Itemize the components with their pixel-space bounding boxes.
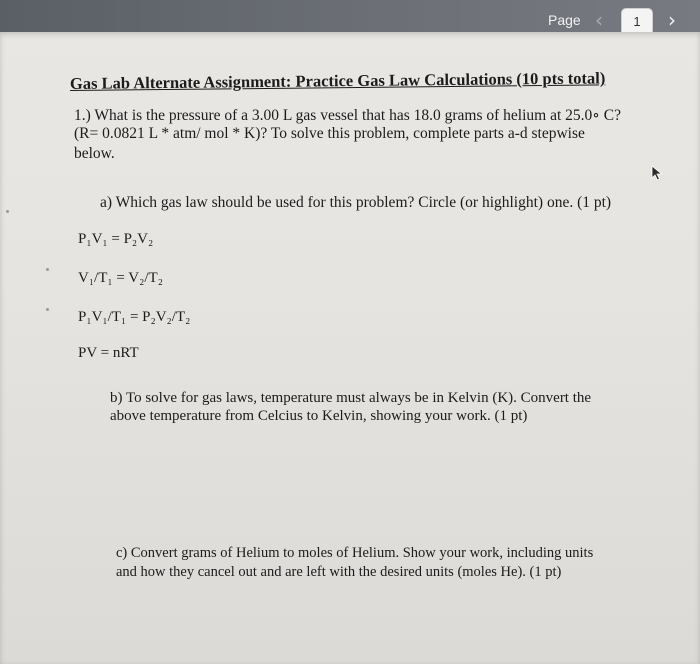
- part-c-line-2: and how they cancel out and are left with the desired units (moles He). (1 pt): [116, 564, 562, 580]
- question-1-line-2: (R= 0.0821 L * atm/ mol * K)? To solve this problem, complete parts a-d stepwise: [74, 125, 585, 142]
- equation-boyles-law[interactable]: P₁V₁ = P₂V₂: [78, 231, 154, 247]
- part-b-line-1: b) To solve for gas laws, temperature must always be in Kelvin (K). Convert the: [110, 390, 592, 406]
- question-1-line-1: 1.) What is the pressure of a 3.00 L gas vessel that has 18.0 grams of helium at 25.0∘ C?: [74, 107, 621, 124]
- assignment-title: Gas Lab Alternate Assignment: Practice Gas Law Calculations (10 pts total): [69, 68, 606, 93]
- part-a-question: a) Which gas law should be used for this problem? Circle (or highlight) one. (1 pt): [100, 194, 612, 211]
- question-1-line-3: below.: [74, 145, 115, 162]
- paper-mark: [6, 210, 9, 213]
- equation-charles-law[interactable]: V₁/T₁ = V₂/T₂: [78, 270, 163, 286]
- part-b-line-2: above temperature from Celcius to Kelvin, showing your work. (1 pt): [110, 408, 528, 424]
- page-label: Page: [548, 12, 581, 28]
- chevron-right-icon[interactable]: ›: [668, 8, 676, 32]
- equation-combined-gas-law[interactable]: P₁V₁/T₁ = P₂V₂/T₂: [78, 309, 191, 325]
- page-number-input[interactable]: 1: [621, 8, 653, 36]
- part-c-line-1: c) Convert grams of Helium to moles of Helium. Show your work, including units: [116, 545, 594, 561]
- mouse-cursor-icon: [651, 165, 663, 181]
- paper-mark: [46, 308, 49, 311]
- equation-ideal-gas-law[interactable]: PV = nRT: [78, 345, 139, 361]
- chevron-left-icon[interactable]: ‹: [595, 8, 603, 32]
- paper-mark: [46, 268, 49, 271]
